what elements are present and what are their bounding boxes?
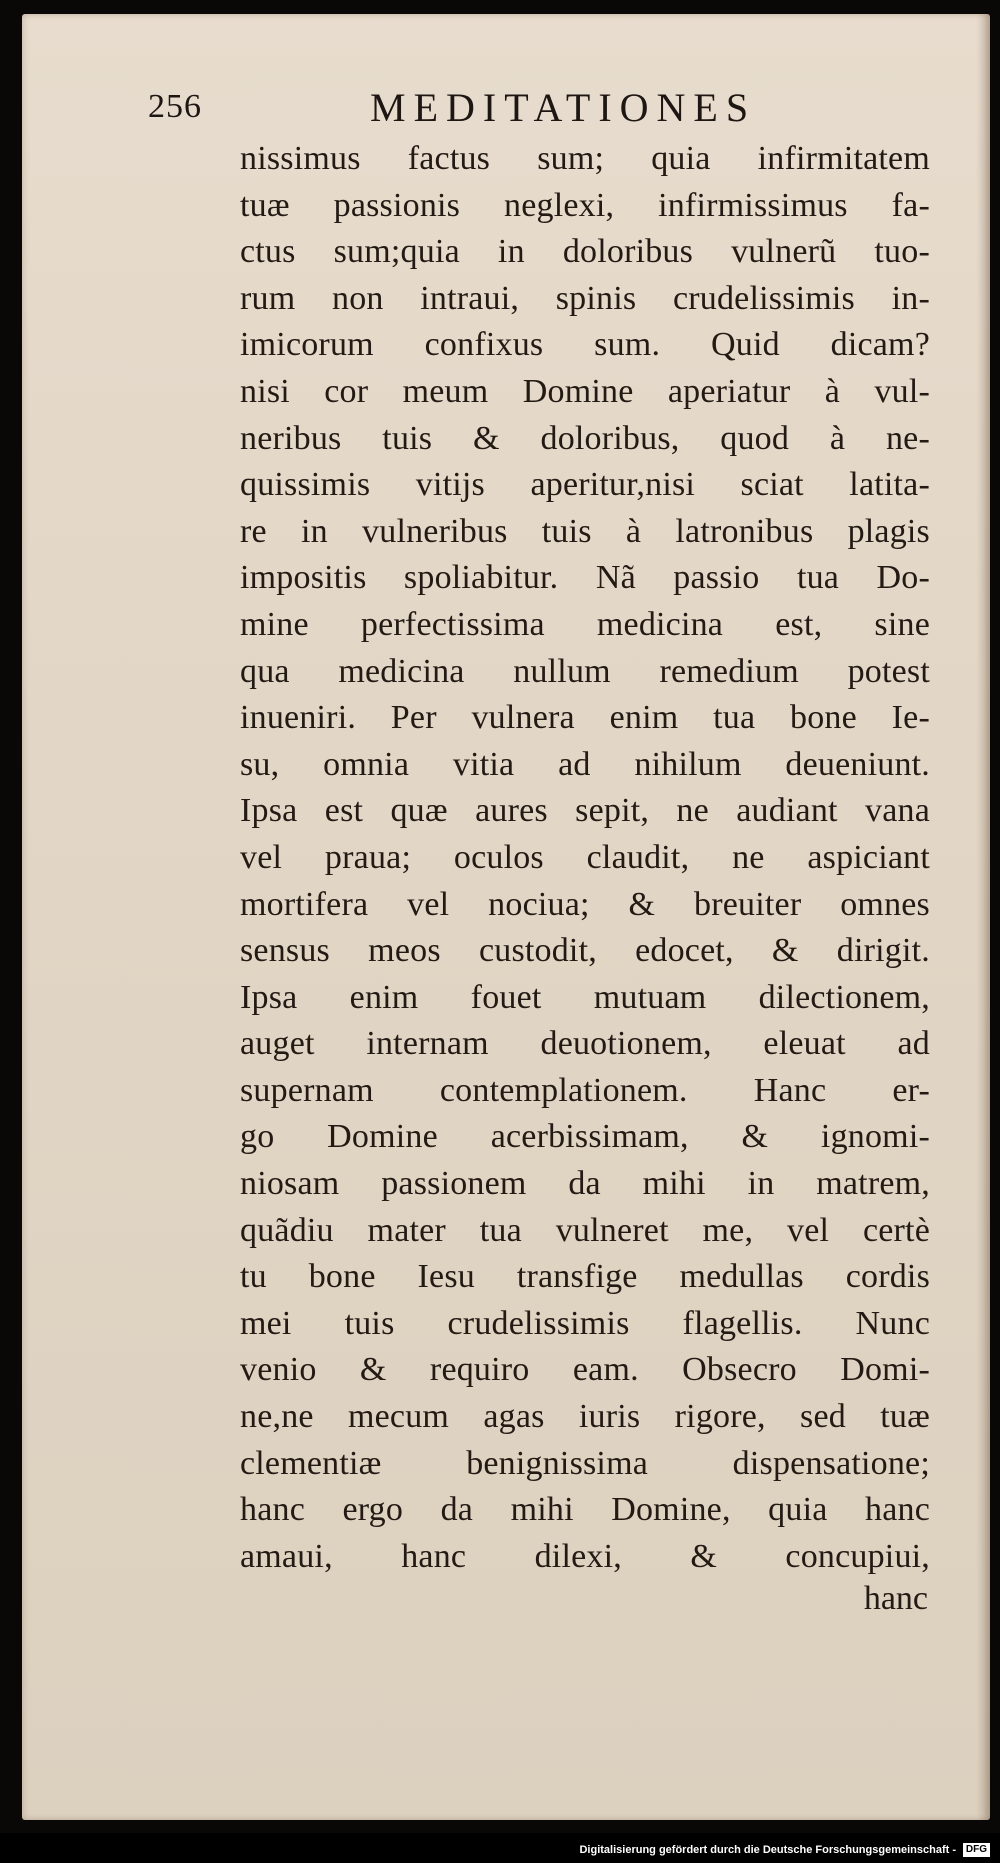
- text-line: clementiæ benignissima dispensatione;: [240, 1444, 930, 1482]
- running-head: [148, 84, 828, 138]
- text-line: ne,ne mecum agas iuris rigore, sed tuæ: [240, 1398, 930, 1436]
- text-line: go Domine acerbissimam, & ignomi-: [240, 1118, 930, 1156]
- page-number: 256: [148, 88, 202, 125]
- text-line: neribus tuis & doloribus, quod à ne-: [240, 419, 930, 457]
- text-line: imicorum confixus sum. Quid dicam?: [240, 326, 930, 364]
- catchword: hanc: [863, 1580, 928, 1617]
- text-line: sensus meos custodit, edocet, & dirigit.: [240, 932, 930, 970]
- text-line: mortifera vel nociua; & breuiter omnes: [240, 885, 930, 923]
- text-line: rum non intraui, spinis crudelissimis in-: [240, 279, 930, 317]
- dfg-logo: DFG: [963, 1843, 990, 1857]
- text-line: amaui, hanc dilexi, & concupiui,: [240, 1537, 930, 1575]
- text-line: inueniri. Per vulnera enim tua bone Ie-: [240, 699, 930, 737]
- text-line: qua medicina nullum remedium potest: [240, 652, 930, 690]
- page-edge-shadow: [976, 14, 990, 1820]
- text-line: venio & requiro eam. Obsecro Domi-: [240, 1351, 930, 1389]
- running-title: MEDITATIONES: [370, 85, 757, 130]
- text-line: hanc ergo da mihi Domine, quia hanc: [240, 1491, 930, 1529]
- text-line: tuæ passionis neglexi, infirmissimus fa-: [240, 186, 930, 224]
- text-line: mei tuis crudelissimis flagellis. Nunc: [240, 1304, 930, 1342]
- text-line: re in vulneribus tuis à latronibus plagis: [240, 512, 930, 550]
- text-line: nisi cor meum Domine aperiatur à vul-: [240, 372, 930, 410]
- funding-credit: Digitalisierung gefördert durch die Deutsche Forschungsgemeinschaft -: [579, 1844, 956, 1856]
- text-line: quissimis vitijs aperitur,nisi sciat latita-: [240, 466, 930, 504]
- text-line: su, omnia vitia ad nihilum deueniunt.: [240, 745, 930, 783]
- text-line: niosam passionem da mihi in matrem,: [240, 1165, 930, 1203]
- text-line: mine perfectissima medicina est, sine: [240, 605, 930, 643]
- text-line: quãdiu mater tua vulneret me, vel certè: [240, 1211, 930, 1249]
- text-line: tu bone Iesu transfige medullas cordis: [240, 1258, 930, 1296]
- text-line: Ipsa est quæ aures sepit, ne audiant vana: [240, 792, 930, 830]
- text-line: nissimus factus sum; quia infirmitatem: [240, 140, 930, 177]
- text-line: auget internam deuotionem, eleuat ad: [240, 1025, 930, 1063]
- text-line: Ipsa enim fouet mutuam dilectionem,: [240, 978, 930, 1016]
- text-line: impositis spoliabitur. Nã passio tua Do-: [240, 559, 930, 597]
- body-text: [240, 136, 930, 1580]
- text-line: supernam contemplationem. Hanc er-: [240, 1071, 930, 1109]
- text-line: vel praua; oculos claudit, ne aspiciant: [240, 838, 930, 876]
- text-line: ctus sum;quia in doloribus vulnerũ tuo-: [240, 233, 930, 271]
- footer-bar: [0, 1833, 1000, 1863]
